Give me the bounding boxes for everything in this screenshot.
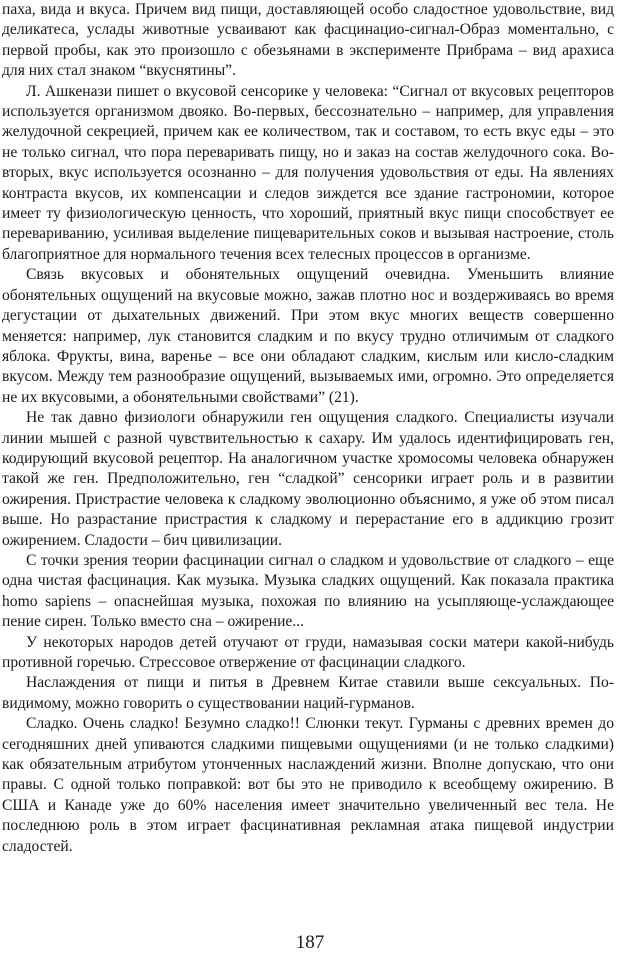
paragraph-4: Не так давно физиологи обнаружили ген ощущения сладкого. Специалисты изучали линии мышей с разной чувствительностью к сахару. Им удалось идентифицировать ген, кодирующий вкусовой рецептор. На аналогичном участке хромосомы человека обнаружен такой же ген. Предположительно, ген “сладкой” сенсорики играет роль и в развитии ожирения. Пристрастие человека к сладкому эволюционно объяснимо, я уже об этом писал выше. Но разрастание пристрастия к сладкому и перерастание его в аддикцию грозит ожирением. Сладости – бич цивилизации. — [2, 409, 614, 549]
paragraph-7: Наслаждения от пищи и питья в Древнем Китае ставили выше сексуальных. По-видимому, можно говорить о существовании наций-гурманов. — [2, 674, 614, 712]
paragraph-1: паха, вида и вкуса. Причем вид пищи, доставляющей особо сладостное удовольствие, вид деликатеса, услады животные усваивают как фасцинацио-сигнал-Образ моментально, с первой пробы, как это произошло с обезьянами в эксперименте Прибрама – вид арахиса для них стал знаком “вкуснятины”. — [2, 1, 614, 80]
paragraph-8: Сладко. Очень сладко! Безумно сладко!! Слюнки текут. Гурманы с древних времен до сегодняшних дней упиваются сладкими пищевыми ощущениями (и не только сладкими) как обязательным атрибутом утонченных наслаждений жизни. Вполне допускаю, что они правы. С одной только поправкой: вот бы это не приводило к всеобщему ожирению. В США и Канаде уже до 60% населения имеет значительно увеличенный вес тела. Не последнюю роль в этом играет фасцинативная рекламная атака пищевой индустрии сладостей. — [2, 715, 614, 855]
paragraph-2: Л. Ашкенази пишет о вкусовой сенсорике у человека: “Сигнал от вкусовых рецепторов используется организмом двояко. Во-первых, бессознательно – например, для управления желудочной секрецией, причем как ее количеством, так и составом, то есть вкус еды – это не только сигнал, что пора переваривать пищу, но и заказ на состав желудочного сока. Во-вторых, вкус используется осознанно – для получения удовольствия от еды. На явлениях контраста вкусов, их компенсации и следов зиждется все здание гастрономии, которое имеет ту физиологическую ценность, что хороший, приятный вкус пищи способствует ее перевариванию, усиливая выделение пищеварительных соков и вызывая настроение, столь благоприятное для нормального течения всех телесных процессов в организме. — [2, 82, 614, 263]
paragraph-3: Связь вкусовых и обонятельных ощущений очевидна. Уменьшить влияние обонятельных ощущений на вкусовые можно, зажав плотно нос и воздерживаясь во время дегустации от дыхательных движений. При этом вкус многих веществ совершенно меняется: например, лук становится сладким и по вкусу трудно отличимым от сладкого яблока. Фрукты, вина, варенье – все они обладают сладким, кислым или кисло-сладким вкусом. Между тем разнообразие ощущений, вызываемых ими, огромно. Это определяется не их вкусовыми, а обонятельными свойствами” (21). — [2, 266, 614, 406]
body-text — [2, 0, 614, 857]
page-number: 187 — [295, 932, 325, 953]
paragraph-5: С точки зрения теории фасцинации сигнал о сладком и удовольствие от сладкого – еще одна чистая фасцинация. Как музыка. Музыка сладких ощущений. Как показала практика homo sapiens – опаснейшая музыка, похожая по влиянию на усыпляюще-услаждающее пение сирен. Только вместо сна – ожирение... — [2, 551, 614, 631]
paragraph-6: У некоторых народов детей отучают от груди, намазывая соски матери какой-нибудь противной горечью. Стрессовое отвержение от фасцинации сладкого. — [2, 633, 614, 671]
